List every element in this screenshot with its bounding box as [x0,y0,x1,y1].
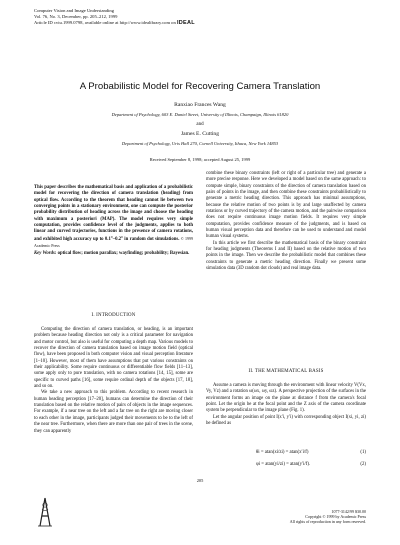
keywords [34,251,193,257]
author-affiliation: Department of Psychology, Uris Hall 270, Cornell University, Ithaca, New York 14853 [121,141,279,146]
issn-line: 1077-3142/99 $30.00 [331,509,366,514]
paragraph: We take a new approach to this problem. According to recent research in human heading perception [17–20], humans can determine the direction of their translation based on the relative motion of pairs of objects in the image sequences. For example, if a near tree on the left and a far tree on the right are moving closer to each other in the image, participants judged their movements to be to the left of the near tree. Furthermore, when there are more than one pair of trees in the scene, they can apparently [34,390,193,434]
paragraph: Assume a camera is moving through the environment with linear velocity V(Vx, Vy, Vz) and a rotation ω(ωx, ωy, ωz). A perspective projection of the surfaces in the environment forms an image on the plane at distance f from the camera's focal point. Let the origin be at the focal point and the Z axis of the camera coordinate system be perpendicular to the image plane (Fig. 1). [206,383,366,414]
left-column [34,185,193,258]
right-column [206,171,366,273]
abstract-text: This paper describes the mathematical basis and application of a probabilistic model for recovering the direction of camera translation (heading) from optical flow. According to the theorem that heading cannot lie between two converging points in a stationary environment, one can compute the posterior probability distribution of heading across the image and choose the heading with maximum a posteriori (MAP). The model requires very simple computation, provides confidence level of the judgments, applies to both linear and curved trajectories, functions in the presence of camera rotations, and exhibited high accuracy up to 0.1°–0.2° in random dot simulations. [34,185,193,242]
abstract-copyright: © 1999 Academic Press [34,235,193,249]
paragraph: combine these binary constraints (left or right of a particular tree) and generate a more precise response. Here we developed a model based on the same approach: to compute simple, binary constraints of the direction of camera translation based on pairs of points in the image, and then combine these constraints probabilistically to generate a metric heading direction. This approach has minimal assumptions, because the relative motion of two points is by and large unaffected by camera rotations or by curved trajectory of the camera motion, and the pairwise comparison does not require continuous image motion fields. It requires very simple computation, provides confidence measure of the judgments, and is based on human visual perception data and therefore can be used to understand and model human visual systems. [206,171,366,240]
publisher-logo [34,496,56,530]
equation-body: φi = atan(yi/zi) = atan(y′i/f). [256,462,311,467]
journal-name: Computer Vision and Image Understanding [34,8,115,13]
equation-number: (2) [360,462,366,467]
journal-header [34,8,195,26]
article-line: Article ID cviu.1999.0798, available online at http://www.idealibrary.com on IDEAL [34,20,195,26]
author-name: James E. Cutting [180,131,220,137]
paper-title: A Probabilistic Model for Recovering Camera Translation [79,81,321,92]
equation [206,450,366,455]
ideal-logo: IDEAL [176,20,195,26]
copyright-footer [166,509,366,524]
intro-body [34,327,193,435]
equation-number: (1) [360,450,366,455]
section-heading: I. INTRODUCTION [91,313,136,318]
page-number: 205 [196,478,204,483]
volume-line: Vol. 76, No. 3, December, pp. 205–212, 1999 [34,14,118,19]
equation [206,462,366,467]
section-heading: II. THE MATHEMATICAL BASIS [248,369,324,374]
received-dates: Received September 8, 1998; accepted August 25, 1999 [149,157,251,162]
publisher-logo-icon [34,496,56,530]
author-affiliation: Department of Psychology, 603 E. Daniel Street, University of Illinois, Champaign, Illinois 61820 [111,112,289,117]
paragraph: Computing the direction of camera translation, or heading, is an important problem because heading direction not only is a critical parameter for navigation and motor control, but also is useful for computing a depth map. Various models to recover the direction of camera translation based on image motion field (optical flow), have been proposed in both computer vision and visual perception literature [1–10]. However, most of them have assumptions that put various constraints on their applicability. Some require continuous or differentiable flow fields [11–13], some apply only to pure translation, with no camera rotations [14, 15], some are specific to curved paths [16], some require ordinal depth of the objects [17, 18], and so on. [34,327,193,390]
math-body [206,383,366,427]
author-name: Ranxiao Frances Wang [174,102,226,108]
keywords-text: optical flow; motion parallax; wayfinding; probability; Bayesian. [57,251,190,257]
and-separator: and [196,122,204,127]
paragraph: In this article we first describe the mathematical basis of the binary constraint for heading judgments (Theorems I and II) based on the relative motion of two points in the image. Then we describe the probabilistic model that combines these constraints to generate a metric heading direction. Finally we present some simulation data (3D random dot clouds) and real image data. [206,240,366,272]
abstract [34,185,193,250]
copyright-line: Copyright © 1999 by Academic Press [305,514,366,519]
paragraph: Let the angular position of point I(x′i, y′i) with corresponding object I(xi, yi, zi) be defined as [206,414,366,427]
rights-line: All rights of reproduction in any form reserved. [289,519,366,524]
equation-body: θi = atan(xi/zi) = atan(x′i/f) [256,450,309,455]
keywords-label: Key Words: [34,251,57,257]
